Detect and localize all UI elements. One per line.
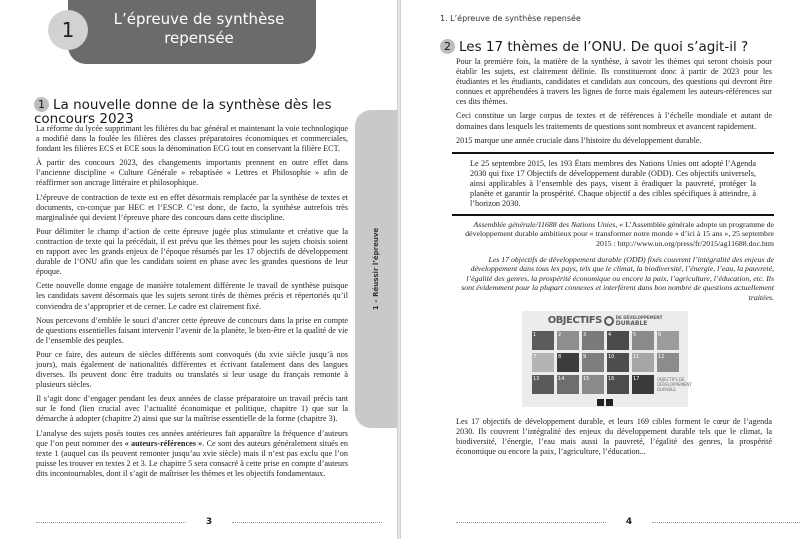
chapter-side-tab	[355, 110, 397, 428]
footer-rule	[232, 522, 382, 523]
side-tab-label: 1 – Réussir l’épreuve	[372, 227, 380, 311]
sdg-tile: 2	[557, 331, 579, 350]
chapter-title: L’épreuve de synthèse repensée	[113, 10, 285, 47]
paragraph: Il s’agit donc d’engager pendant les deux années de classe préparatoire un travail précis tant sur le fond (lien crucial avec l’actualité économique et politique, chapitre 1) que sur la démarche à adopter (chapitre 2) ainsi que sur la maîtrise essentielle de la forme (chapitre 3).	[36, 394, 348, 424]
section-heading-2	[440, 39, 780, 54]
paragraph	[36, 429, 348, 479]
paragraph: Pour la première fois, la matière de la synthèse, à savoir les thèmes qui seront choisis pour établir les sujets, est clairement définie. Ils constitueront donc à partir de 2023 pour les étudiantes et les étudiants, candidates et candidats aux concours, des questions qui devront être connues et appréhendées à travers les lignes de force mais également les auteurs-références sur ces dits thèmes.	[456, 57, 772, 107]
page-footer	[36, 517, 382, 527]
section-title: Les 17 thèmes de l’ONU. De quoi s’agit-il ?	[459, 39, 749, 55]
sdg-tile: 1	[532, 331, 554, 350]
paragraph: Cette nouvelle donne engage de manière totalement différente le travail de synthèse puisque les candidats savent désormais que les sujets seront tirés de thèmes précis et répertoriés qu’il conviendra de s’approprier et de cerner. Le cadre est clairement fixé.	[36, 281, 348, 311]
sdg-tile: 8	[557, 353, 579, 372]
sdg-tile: 11	[632, 353, 654, 372]
sdg-marks-icon	[597, 399, 613, 406]
section-number-badge: 1	[34, 97, 49, 112]
sdg-tile: 4	[607, 331, 629, 350]
quote-text: Le 25 septembre 2015, les 193 États membres des Nations Unies ont adopté l’Agenda 2030 qui fixe 17 Objectifs de développement durable (ODD). Ces objectifs universels, ainsi applicables à l’ensemble des pays, visent à éradiquer la pauvreté, protéger la planète et garantir la prospérité. Chaque objectif a des cibles spécifiques à atteindre, à l’horizon 2030.	[470, 158, 756, 208]
sdg-tile: 17	[632, 375, 654, 394]
page-number: 3	[205, 517, 213, 527]
footer-rule	[456, 522, 606, 523]
left-body-text	[36, 124, 348, 483]
sdg-tile: 10	[607, 353, 629, 372]
sdg-tile: 12	[657, 353, 679, 372]
section-title: La nouvelle donne de la synthèse dès les concours 2023	[34, 97, 332, 127]
paragraph: 2015 marque une année cruciale dans l’histoire du développement durable.	[456, 135, 702, 145]
paragraph: Pour délimiter le champ d’action de cette épreuve jugée plus stimulante et créative que la contraction de texte qui la précédait, il est prévu que les thèmes pour les sujets choisis soient en rapport avec les grands enjeux de l’époque résumés par les 17 objectifs de développement durable de l’ONU afin que les candidats soient en phase avec les grandes questions de leur époque.	[36, 226, 348, 277]
quote-box	[452, 152, 774, 216]
right-column	[452, 57, 774, 461]
footer-rule	[652, 522, 800, 523]
paragraph: Ceci constitue un large corpus de textes et de références à l’échelle mondiale et autant de domaines dans lesquels les traitements de questions sont nombreux et avancent rapidement.	[456, 111, 772, 131]
paragraph: À partir des concours 2023, des changements importants prennent en outre effet dans l’ancienne discipline « Culture Générale » rebaptisée « Lettres et Philosophie » afin de réaffirmer son ancrage littéraire et philosophique.	[36, 158, 348, 188]
sdg-figure-title	[522, 314, 688, 328]
sdg-tile: 9	[582, 353, 604, 372]
sdg-tile: 3	[582, 331, 604, 350]
figure-caption: Les 17 objectifs de développement durable (ODD) fixés couvrent l’intégralité des enjeux de développement dans tous les pays, tels que le climat, la biodiversité, l’énergie, l’eau, la pauvreté, l’égalité des genres, la prospérité économique ou encore la paix, l’agriculture, l’éducation, etc. Ils sont évidemment pour la plupart connexes et interfèrent dans bon nombre de questions actuellement traitées.	[461, 254, 774, 302]
sdg-tile: 13	[532, 375, 554, 394]
paragraph: L’épreuve de contraction de texte est en effet désormais remplacée par la synthèse de textes et documents, co-conçue par HEC et l’ESCP. C’est donc, de facto, la synthèse autrefois très marginalisée qui devient l’épreuve phare des concours dans cette discipline.	[36, 192, 348, 222]
chapter-number-badge: 1	[48, 10, 88, 50]
sdg-title-main: OBJECTIFS	[547, 315, 602, 326]
sdg-tile: 15	[582, 375, 604, 394]
sdg-tiles-grid	[532, 331, 692, 394]
paragraph: Nous percevons d’emblée le souci d’ancrer cette épreuve de concours dans la prise en compte de questions essentielles faisant intervenir l’avenir de la planète, le bien-être et la qualité de vie de l’ensemble des peuples.	[36, 315, 348, 345]
running-head: 1. L’épreuve de synthèse repensée	[440, 14, 581, 23]
section-heading-1	[34, 97, 354, 126]
closing-text	[456, 417, 772, 461]
footer-rule	[36, 522, 186, 523]
section-number-badge: 2	[440, 39, 455, 54]
citation-source: Assemblée générale/11688 des Nations Unies	[473, 219, 616, 229]
sdg-tile: 6	[657, 331, 679, 350]
sdg-title-durable: DURABLE	[615, 319, 648, 327]
sdg-tile: 16	[607, 375, 629, 394]
sdg-logo-tile: OBJECTIFS DE DÉVELOPPEMENT DURABLE	[657, 376, 692, 392]
paragraph: Les 17 objectifs de développement durable, et leurs 169 cibles forment le cœur de l’agenda 2030. Ils couvrent l’intégralité des enjeux du développement durable tels que le climat, la biodiversité, l’énergie, l’eau mais aussi la pauvreté, l’égalité des genres, la prospérité économique ou encore la paix, l’agriculture, l’éducation...	[456, 416, 772, 456]
sdg-objectives-figure	[522, 311, 692, 407]
sdg-tile: 5	[632, 331, 654, 350]
sdg-wheel-icon	[604, 316, 614, 326]
paragraph: La réforme du lycée supprimant les filières du bac général et maintenant la voie technologique a modifié dans la foulée les filières des classes préparatoires économiques et commerciales, fondant les filières ECS et ECE sous la dénomination ECG tout en conservant la filière ECT.	[36, 124, 348, 154]
paragraph-text: . Ce sont des auteurs généralement situés en texte 1 (auquel cas ils peuvent remonter jusqu’au xvie siècle) mais il n’est pas exclu que l’on puisse les trouver en textes 2 et 3. Le chapitre 5 sera consacré à cette prise en compte d’auteurs dits incontournables, dont il s’agit de maîtriser les thèmes et les objectifs fondamentaux.	[36, 438, 349, 478]
bold-term: « auteurs-références »	[124, 438, 203, 448]
sdg-title-small: DE DÉVELOPPEMENT	[615, 314, 663, 320]
paragraph-text: L’analyse des sujets posés toutes ces années antérieures fait apparaître la fréquence d’auteurs que l’on peut nommer des	[36, 428, 348, 448]
citation	[452, 220, 774, 249]
sdg-tile: 7	[532, 353, 554, 372]
citation-text: , « L’Assemblée générale adopte un programme de développement durable ambitieux pour « transformer notre monde » d’ici à 15 ans », 25 septembre 2015 : http://www.un.org/press/fr/2015/ag11688.doc.htm	[465, 219, 774, 248]
paragraph: Pour ce faire, des auteurs de siècles différents sont convoqués (du xvie siècle jusqu’à nos jours), mais également de nationalités différentes et écrivant fatalement dans des langues diverses. Ils peuvent donc être traduits ou translatés si leur usage du français remonte à plusieurs siècles.	[36, 349, 348, 390]
right-body-text	[456, 57, 772, 150]
left-page	[0, 0, 397, 539]
sdg-tile: 14	[557, 375, 579, 394]
page-number: 4	[625, 517, 633, 527]
page-footer	[456, 517, 800, 527]
sdg-title-stack	[616, 315, 663, 327]
chapter-title-banner	[68, 0, 316, 64]
